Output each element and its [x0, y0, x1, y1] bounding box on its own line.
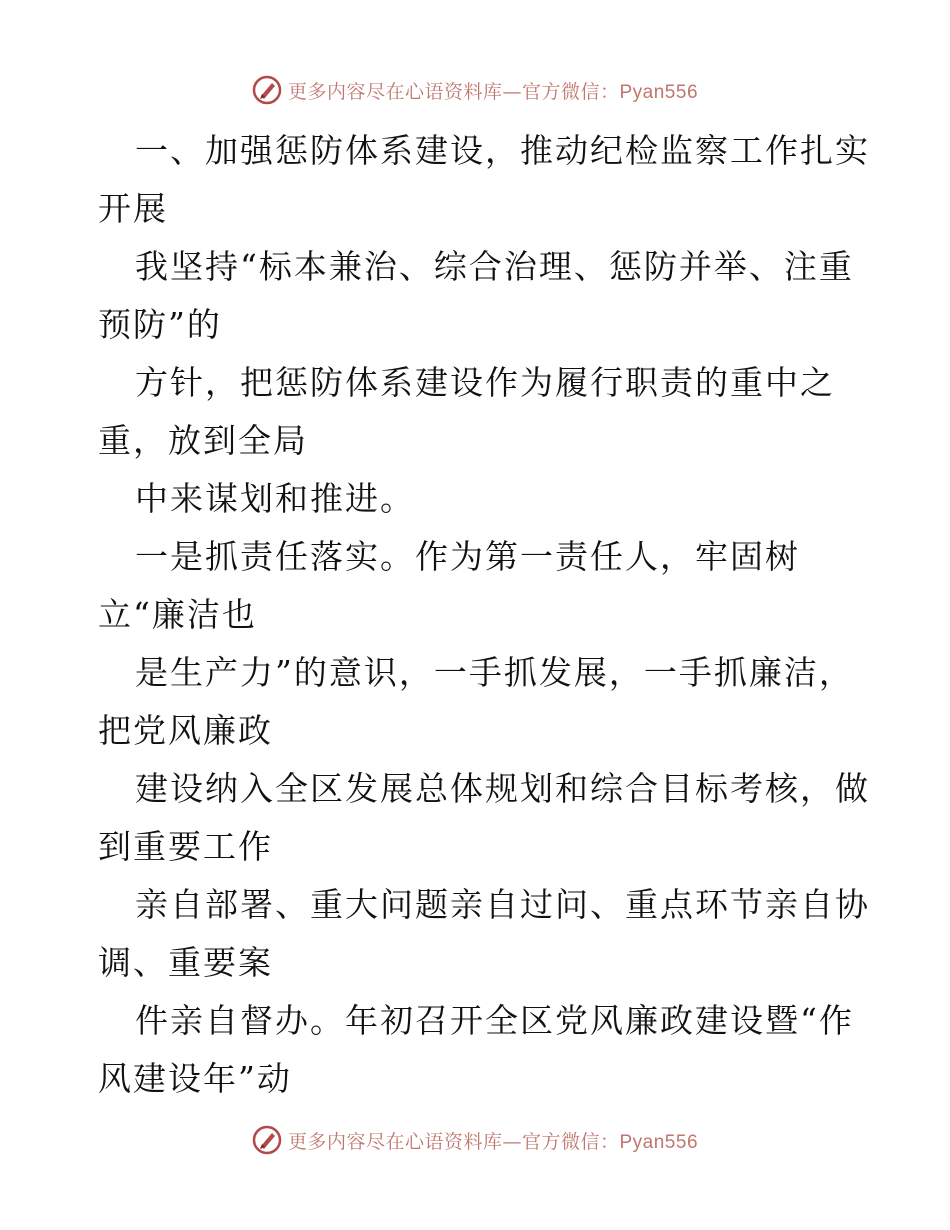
- text-line: 中来谋划和推进。: [135, 479, 415, 518]
- text-line: 建设纳入全区发展总体规划和综合目标考核，做: [135, 769, 870, 808]
- pen-seal-icon: [252, 75, 282, 105]
- text-line: 开展: [98, 189, 168, 228]
- text-line: 重，放到全局: [98, 421, 308, 460]
- watermark-text: [288, 1127, 698, 1154]
- text-line: 是生产力”的意识，一手抓发展，一手抓廉洁，: [135, 653, 854, 692]
- text-line: 我坚持“标本兼治、综合治理、惩防并举、注重: [135, 247, 854, 286]
- watermark-id: Pyan556: [619, 81, 699, 103]
- watermark-official: 官方微信：: [521, 1130, 620, 1153]
- watermark-dash: —: [502, 1130, 522, 1153]
- text-line: 亲自部署、重大问题亲自过问、重点环节亲自协: [135, 885, 870, 924]
- text-line: 把党风廉政: [98, 711, 273, 750]
- header-watermark: [0, 70, 950, 110]
- watermark-official: 官方微信：: [521, 80, 620, 103]
- text-line: 调、重要案: [98, 943, 273, 982]
- watermark-main: 更多内容尽在心语资料库: [287, 80, 503, 103]
- text-line: 风建设年”动: [98, 1059, 292, 1098]
- watermark-id: Pyan556: [619, 1131, 699, 1153]
- text-line: 到重要工作: [98, 827, 273, 866]
- text-line: 立“廉洁也: [98, 595, 257, 634]
- watermark-text: [288, 77, 698, 104]
- text-line: 一、加强惩防体系建设，推动纪检监察工作扎实: [135, 131, 870, 170]
- footer-watermark: [0, 1120, 950, 1160]
- text-line: 预防”的: [98, 305, 222, 344]
- text-line: 件亲自督办。年初召开全区党风廉政建设暨“作: [135, 1001, 854, 1040]
- text-line: 方针，把惩防体系建设作为履行职责的重中之: [135, 363, 835, 402]
- watermark-dash: —: [502, 80, 522, 103]
- document-body: [98, 122, 870, 1108]
- watermark-main: 更多内容尽在心语资料库: [287, 1130, 503, 1153]
- text-line: 一是抓责任落实。作为第一责任人，牢固树: [135, 537, 800, 576]
- pen-seal-icon: [252, 1125, 282, 1155]
